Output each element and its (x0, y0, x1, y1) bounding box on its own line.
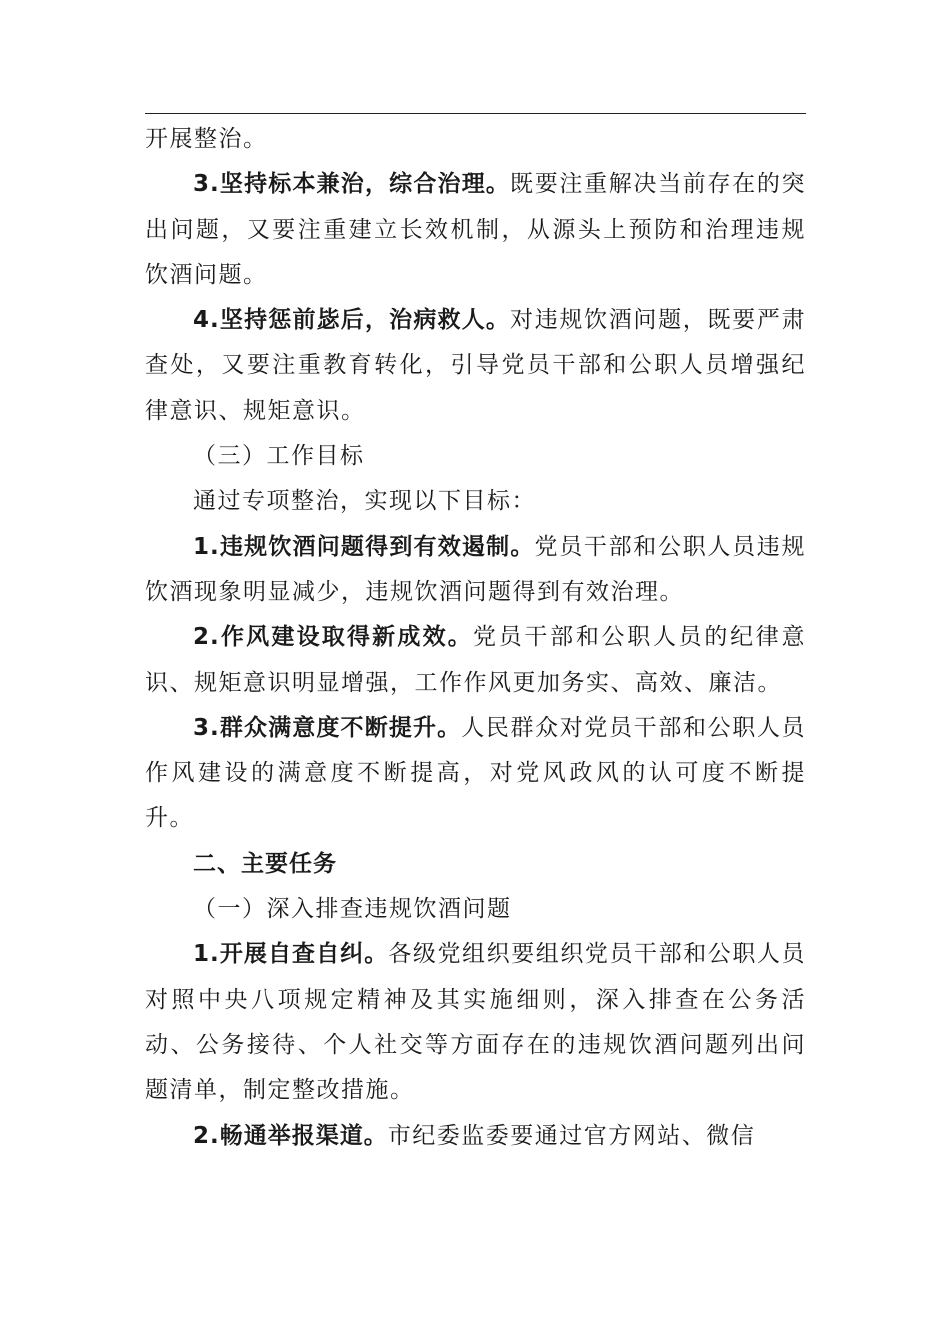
paragraph-text: 对违规饮酒问题，既要严肃查处，又要注重教育转化，引导党员干部和公职人员增强纪律意识、规矩意识。 (145, 307, 806, 424)
paragraph (145, 706, 806, 842)
paragraph-text: 各级党组织要组织党员干部和公职人员对照中央八项规定精神及其实施细则，深入排查在公务活动、公务接待、个人社交等方面存在的违规饮酒问题列出问题清单，制定整改措施。 (145, 941, 806, 1104)
paragraph-lead: 2.作风建设取得新成效。 (193, 624, 474, 651)
paragraph-lead: 2.畅通举报渠道。 (193, 1122, 388, 1149)
paragraph (145, 525, 806, 616)
paragraph-lead: 1.开展自查自纠。 (193, 941, 389, 968)
paragraph-lead: 4.坚持惩前毖后，治病救人。 (193, 307, 511, 334)
paragraph-text: 既要注重解决当前存在的突出问题，又要注重建立长效机制，从源头上预防和治理违规饮酒问题。 (145, 171, 806, 288)
paragraph-text: 市纪委监委要通过官方网站、微信 (387, 1122, 756, 1149)
paragraph-lead: 1.违规饮酒问题得到有效遏制。 (193, 533, 535, 560)
paragraph (145, 1114, 806, 1159)
paragraph (145, 615, 806, 706)
paragraph-lead: 3.坚持标本兼治，综合治理。 (193, 171, 511, 198)
paragraph (145, 117, 806, 162)
chapter-heading-main-tasks: 二、主要任务 (193, 850, 337, 877)
paragraph-text: 通过专项整治，实现以下目标： (193, 488, 536, 515)
header-rule (145, 113, 806, 114)
paragraph (145, 298, 806, 434)
paragraph-text: 人民群众对党员干部和公职人员作风建设的满意度不断提高，对党风政风的认可度不断提升。 (145, 714, 806, 832)
paragraph (145, 932, 806, 1113)
paragraph-text: 党员干部和公职人员的纪律意识、规矩意识明显增强，工作作风更加务实、高效、廉洁。 (145, 624, 806, 696)
paragraph (145, 479, 806, 524)
paragraph-text: 党员干部和公职人员违规饮酒现象明显减少，违规饮酒问题得到有效治理。 (145, 533, 806, 605)
paragraph-text: 开展整治。 (145, 126, 268, 152)
section-heading-investigate: （一）深入排查违规饮酒问题 (193, 896, 512, 923)
paragraph-lead: 3.群众满意度不断提升。 (193, 714, 462, 741)
section-heading-goals: （三）工作目标 (193, 443, 365, 470)
paragraph (145, 162, 806, 298)
document-body (145, 117, 806, 1159)
